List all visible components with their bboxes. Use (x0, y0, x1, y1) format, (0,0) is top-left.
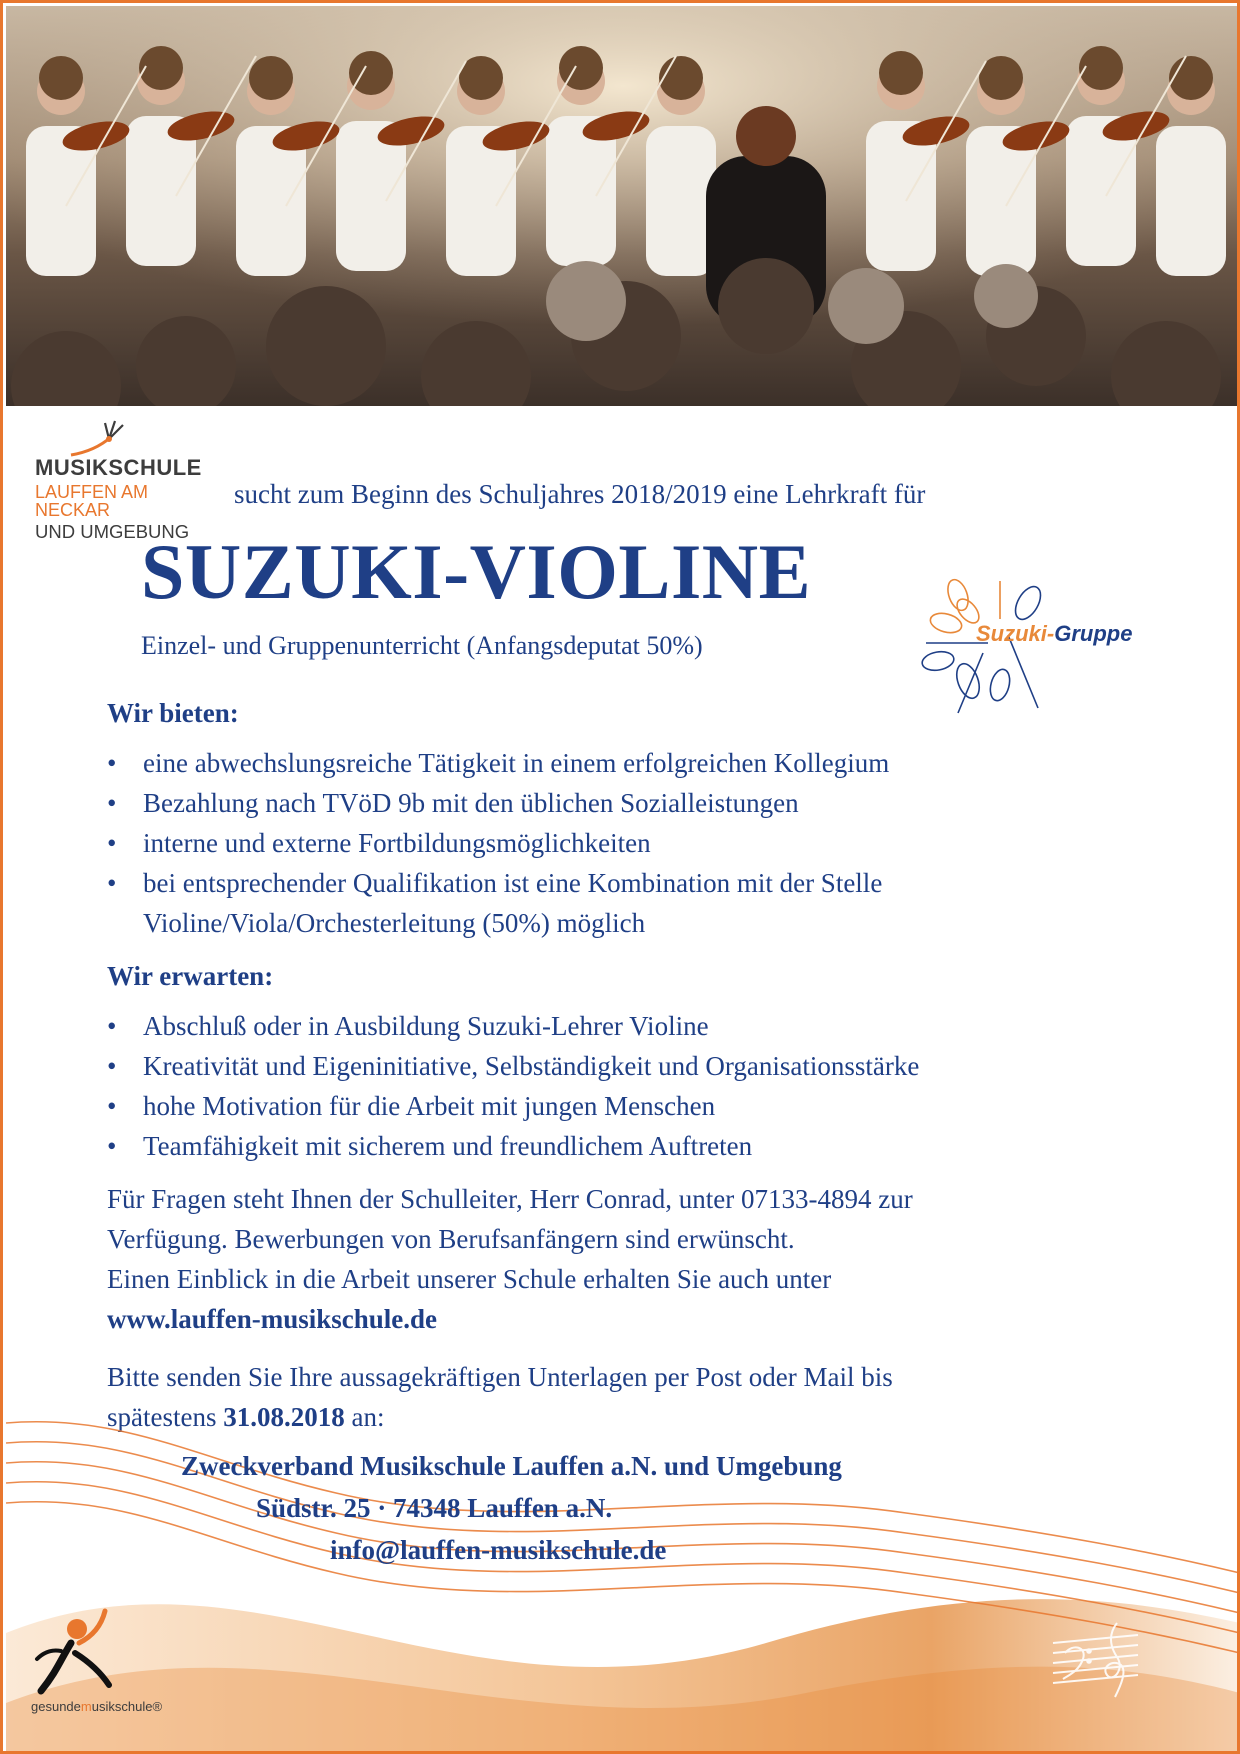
gm-part1: gesunde (31, 1699, 81, 1714)
bullet: • (107, 1011, 117, 1041)
email-address[interactable]: info@lauffen-musikschule.de (330, 1535, 667, 1565)
deadline-date: 31.08.2018 (223, 1402, 345, 1432)
offer-item-text: Bezahlung nach TVöD 9b mit den üblichen Sozialleistungen (143, 788, 799, 818)
job-title: SUZUKI-VIOLINE (141, 528, 812, 615)
offer-list (107, 743, 1107, 943)
list-item (107, 863, 1073, 943)
contact-paragraph (107, 1179, 1127, 1339)
expect-heading: Wir erwarten: (107, 961, 274, 991)
list-item (107, 823, 1107, 863)
expect-item-text: Abschluß oder in Ausbildung Suzuki-Lehrer Violine (143, 1011, 709, 1041)
offer-item-text: interne und externe Fortbildungsmöglichkeiten (143, 828, 651, 858)
job-subtitle: Einzel- und Gruppenunterricht (Anfangsdeputat 50%) (141, 631, 703, 660)
deadline-suffix: an: (351, 1402, 385, 1432)
website-link[interactable]: www.lauffen-musikschule.de (107, 1304, 438, 1334)
orchestra-photo (6, 6, 1240, 406)
bullet: • (107, 868, 117, 898)
list-item (107, 1006, 1107, 1046)
suzuki-gruppe-logo (908, 573, 1138, 718)
list-item (107, 1046, 1107, 1086)
list-item (107, 743, 1107, 783)
offer-item-text: bei entsprechender Qualifikation ist eine Kombination mit der Stelle Violine/Viola/Orchesterleitung (50%) möglich (143, 868, 883, 938)
school-name-line1: MUSIKSCHULE (35, 455, 202, 480)
list-item (107, 783, 1107, 823)
expect-list (107, 1006, 1107, 1166)
bullet: • (107, 1051, 117, 1081)
school-name-line3: UND UMGEBUNG (35, 521, 190, 542)
expect-item-text: Kreativität und Eigeninitiative, Selbständigkeit und Organisationsstärke (143, 1051, 920, 1081)
gm-reg: ® (152, 1699, 163, 1714)
bullet: • (107, 1091, 117, 1121)
offer-item-text: eine abwechslungsreiche Tätigkeit in einem erfolgreichen Kollegium (143, 748, 890, 778)
violin-orchestra-photo (6, 6, 1240, 406)
school-name-line2: LAUFFEN AM NECKAR (35, 482, 149, 520)
bullet: • (107, 828, 117, 858)
list-item (107, 1126, 1107, 1166)
bullet: • (107, 1131, 117, 1161)
gm-part3: usikschule (91, 1699, 153, 1714)
bullet: • (107, 788, 117, 818)
suzuki-wordmark-part1: Suzuki- (976, 621, 1055, 646)
suzuki-wordmark-part2: Gruppe (1054, 621, 1133, 646)
dancing-figure-icon (31, 1607, 141, 1697)
expect-item-text: hohe Motivation für die Arbeit mit jungen Menschen (143, 1091, 716, 1121)
deadline-prefix: spätestens (107, 1402, 217, 1432)
suzuki-gruppe-wordmark (976, 621, 1132, 647)
musikschule-logo (35, 417, 215, 542)
clef-icon (1043, 1613, 1143, 1703)
tuning-fork-icon (65, 417, 145, 459)
deadline-line1: Bitte senden Sie Ihre aussagekräftigen Unterlagen per Post oder Mail bis (107, 1362, 893, 1392)
contact-line1: Für Fragen steht Ihnen der Schulleiter, Herr Conrad, unter 07133-4894 zur (107, 1184, 913, 1214)
gm-part2: m (80, 1699, 92, 1714)
offer-heading: Wir bieten: (107, 698, 239, 728)
contact-line2: Verfügung. Bewerbungen von Berufsanfängern sind erwünscht. (107, 1224, 795, 1254)
gesunde-musikschule-wordmark (31, 1699, 162, 1714)
intro-text: sucht zum Beginn des Schuljahres 2018/2019 eine Lehrkraft für (234, 479, 926, 509)
gesunde-musikschule-logo (31, 1607, 181, 1717)
address-line2: Südstr. 25 · 74348 Lauffen a.N. (256, 1493, 613, 1523)
expect-item-text: Teamfähigkeit mit sicherem und freundlichem Auftreten (143, 1131, 753, 1161)
list-item (107, 1086, 1107, 1126)
bullet: • (107, 748, 117, 778)
address-line1: Zweckverband Musikschule Lauffen a.N. und Umgebung (181, 1451, 842, 1481)
contact-line3: Einen Einblick in die Arbeit unserer Schule erhalten Sie auch unter (107, 1264, 832, 1294)
